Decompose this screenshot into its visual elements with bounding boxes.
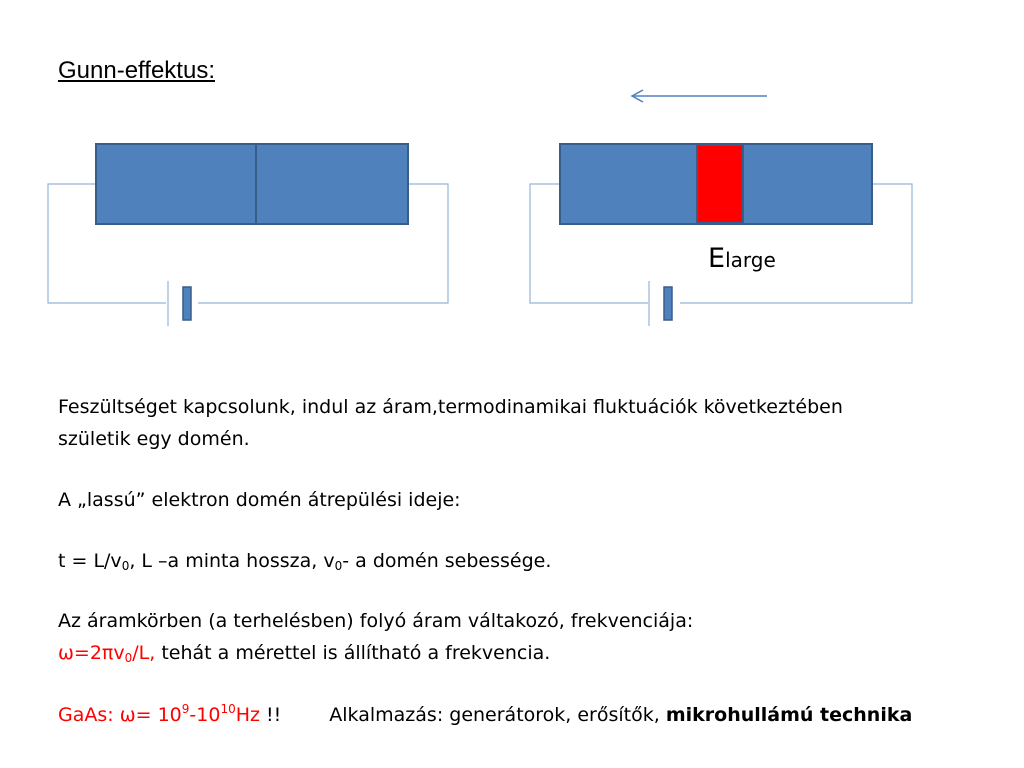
right-circuit — [530, 144, 912, 326]
paragraph-domain-birth: Feszültséget kapcsolunk, indul az áram,termodinamikai fluktuációk következtében születik egy domén. — [58, 396, 843, 450]
paragraph-gaas: GaAs: $\omega= 10^9-10^{10}Hz$ !! Alkalmazás: generátorok, erősítők, mikrohullámú technika — [58, 702, 913, 726]
page-title: Gunn-effektus: — [58, 57, 215, 84]
domain-region — [697, 145, 743, 223]
paragraph-formula: $t = L/v_0$, L –a minta hossza, $v_0-$ a domén sebessége. — [58, 550, 552, 573]
left-circuit — [48, 144, 448, 326]
right-battery — [664, 287, 672, 320]
paragraph-transit-time: A „lassú” elektron domén átrepülési ideje: — [58, 489, 461, 511]
left-battery — [183, 287, 191, 320]
paragraph-frequency: Az áramkörben (a terhelésben) folyó áram váltakozó, frekvenciája: $\omega=2\pi v_0/L$, tehát a mérettel is állítható a frekvencia. — [58, 610, 694, 665]
field-label: Elarge — [708, 243, 776, 274]
arrow-left-icon — [632, 90, 767, 102]
left-sample — [96, 144, 408, 224]
